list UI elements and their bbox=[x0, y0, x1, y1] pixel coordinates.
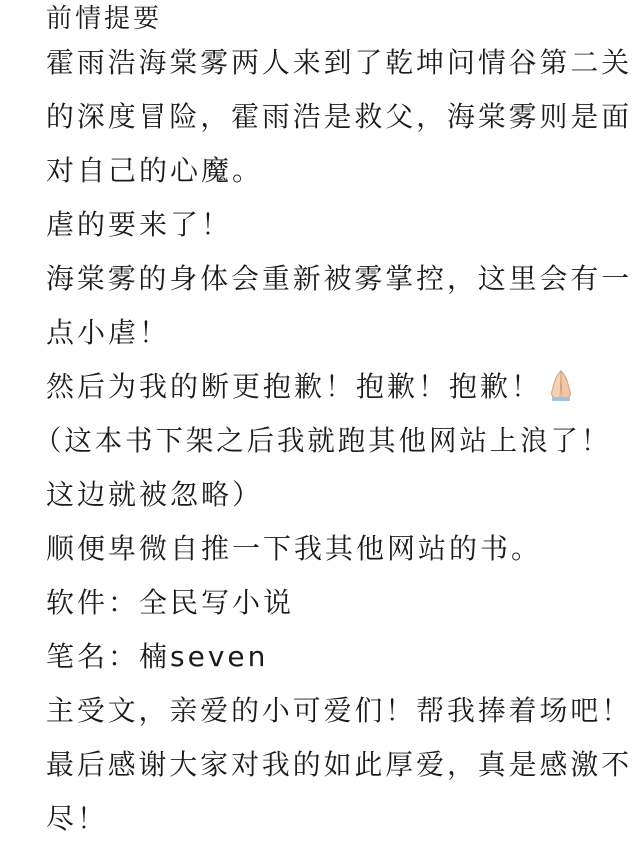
text-line: 霍雨浩海棠雾两人来到了乾坤问情谷第二关 bbox=[46, 46, 633, 79]
apology-text: 然后为我的断更抱歉！抱歉！抱歉！ bbox=[46, 370, 543, 403]
text-line: 虐的要来了！ bbox=[46, 208, 233, 241]
text-line: 的深度冒险，霍雨浩是救父，海棠雾则是面 bbox=[46, 100, 633, 133]
text-line: 点小虐！ bbox=[46, 316, 171, 349]
text-line: 这边就被忽略） bbox=[46, 478, 264, 511]
text-line: 主受文，亲爱的小可爱们！帮我捧着场吧！ bbox=[46, 694, 633, 727]
text-line: 尽！ bbox=[46, 802, 109, 835]
heading: 前情提要 bbox=[46, 4, 163, 34]
text-line: 海棠雾的身体会重新被雾掌控，这里会有一 bbox=[46, 262, 633, 295]
text-line: 笔名：楠seven bbox=[46, 640, 269, 673]
text-line: （这本书下架之后我就跑其他网站上浪了！ bbox=[34, 424, 612, 457]
text-line: 对自己的心魔。 bbox=[46, 154, 264, 187]
text-line: 最后感谢大家对我的如此厚爱，真是感激不 bbox=[46, 748, 633, 781]
apology-line bbox=[46, 360, 632, 414]
text-line: 顺便卑微自推一下我其他网站的书。 bbox=[46, 532, 543, 565]
text-line: 软件：全民写小说 bbox=[46, 586, 295, 619]
praying-hands-icon bbox=[546, 368, 576, 402]
